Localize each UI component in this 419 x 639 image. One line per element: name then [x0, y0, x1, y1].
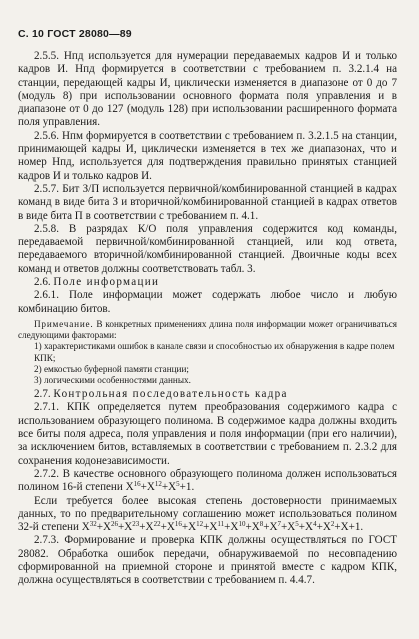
section-2-7-number: 2.7. [34, 388, 51, 401]
p272-lead: 2.7.2. В качестве основного образующего полинома должен использоваться полином 16-й степени X [18, 467, 397, 494]
poly32-exp-26: 26 [111, 520, 118, 529]
poly32-exp-12: 12 [196, 520, 204, 529]
poly32-term: +X [298, 521, 314, 534]
paragraph-2-6-1: 2.6.1. Поле информации может содержать любое число и любую комбинацию битов. [18, 289, 397, 315]
paragraph-2-7-2b [18, 495, 397, 535]
section-2-7-heading [18, 388, 397, 401]
poly32-exp-7: 7 [277, 520, 281, 529]
page-number: С. 10 [18, 28, 45, 40]
p272b-lead: Если требуется более высокая степень достоверности принимаемых данных, то по предварительному соглашению может использоваться полином 32-й степени X [18, 494, 397, 534]
p272-exp-2: 12 [154, 480, 162, 489]
poly32-exp-22: 22 [153, 520, 161, 529]
poly32-term: +X [245, 521, 260, 534]
paragraph-2-5-5: 2.5.5. Нпд используется для нумерации передаваемых кадров И и только кадров И. Нпд формируется в соответствии с требованием п. 3.2.1.4 на станции, передающей кадры И, циклически изменяется в диапазоне от 0 до 7 (модуль 8) при использовании основного формата поля управления и в диапазоне от 0 до 127 (модуль 128) при использовании расширенного формата поля управления. [18, 50, 397, 129]
section-2-6-number: 2.6. [34, 276, 51, 289]
poly32-term: +X [203, 521, 218, 534]
poly32-term: +X [224, 521, 239, 534]
poly32-term: +X [263, 521, 278, 534]
p272-exp-3: 5 [176, 480, 180, 489]
poly32-term: +X [281, 521, 296, 534]
poly32-exp-32: 32 [89, 520, 97, 529]
note-item-3: 3) логическими особенностями данных. [34, 374, 191, 385]
paragraph-2-7-2 [18, 468, 397, 495]
note-text: В конкретных применениях длина поля информации может ограничиваться следующими факторами: [18, 318, 397, 341]
poly32-term: +X [316, 521, 331, 534]
paragraph-2-5-7: 2.5.7. Бит З/П используется первичной/комбинированной станцией в кадрах команд в виде бита З и вторичной/комбинированной станцией в кадрах ответов в виде бита П в соответствии с требованием п. 4.1. [18, 182, 397, 222]
poly32-exp-16: 16 [174, 520, 182, 529]
poly32-term: +X [139, 521, 154, 534]
p272-tail: +1. [179, 481, 195, 494]
p272-mid-1: +X [140, 481, 155, 494]
section-2-7-title: Контрольная последовательность кадра [53, 388, 288, 401]
note-item-1: 1) характеристиками ошибок в канале связи и способностью их обнаружения в кадре полем КПК; [34, 341, 395, 363]
p272-mid-2: +X [161, 481, 177, 494]
paragraph-2-7-1: 2.7.1. КПК определяется путем преобразования содержимого кадра с использованием образующего полинома. В содержимое кадра должны входить все биты поля адреса, поля управления и поля информации (при его наличии), за исключением битов, вставляемых в соответствии с требованием п. 2.3.2 для сохранения кодонезависимости. [18, 401, 397, 467]
poly32-exp-11: 11 [217, 520, 225, 529]
poly32-tail: +X+1. [334, 521, 364, 534]
poly32-exp-4: 4 [313, 520, 317, 529]
paragraph-2-5-8: 2.5.8. В разрядах К/О поля управления содержится код команды, передаваемой первичной/комбинированной станцией, или код ответа, передаваемого вторичной/комбинированной станцией. Двоичные коды всех команд и ответов должны соответствовать табл. 3. [18, 222, 397, 275]
poly32-exp-5: 5 [295, 520, 299, 529]
poly32-exp-23: 23 [132, 520, 140, 529]
p272-exp-1: 16 [133, 480, 141, 489]
page-header [18, 28, 397, 40]
paragraph-2-5-6: 2.5.6. Нпм формируется в соответствии с требованием п. 3.2.1.5 на станции, принимающей кадры И, циклически изменяется в тех же диапазонах, что и номер Нпд, используется для подтверждения правильно принятых станцией кадров И и только кадров И. [18, 129, 397, 182]
standard-code: ГОСТ 28080—89 [47, 28, 132, 40]
poly32-term: +X [160, 521, 175, 534]
note-block [18, 319, 397, 341]
paragraph-2-7-3: 2.7.3. Формирование и проверка КПК должны осуществляться по ГОСТ 28082. Обработка ошибок передачи, обнаруживаемой по несовпадению сформированной на приемной стороне и принятой вместе с кадром КПК, должна осуществляться в соответствии с требованием п. 4.4.7. [18, 534, 397, 587]
section-2-6-heading [18, 276, 397, 289]
poly32-exp-2: 2 [330, 520, 335, 529]
section-2-6-title: Поле информации [53, 276, 160, 289]
poly32-exp-8: 8 [259, 520, 264, 529]
note-item-2: 2) емкостью буферной памяти станции; [34, 363, 189, 374]
poly32-term: +X [181, 521, 197, 534]
poly32-term: +X [118, 521, 133, 534]
poly32-term: +X [96, 521, 111, 534]
poly32-exp-10: 10 [238, 520, 246, 529]
note-label: Примечание. [34, 318, 94, 329]
